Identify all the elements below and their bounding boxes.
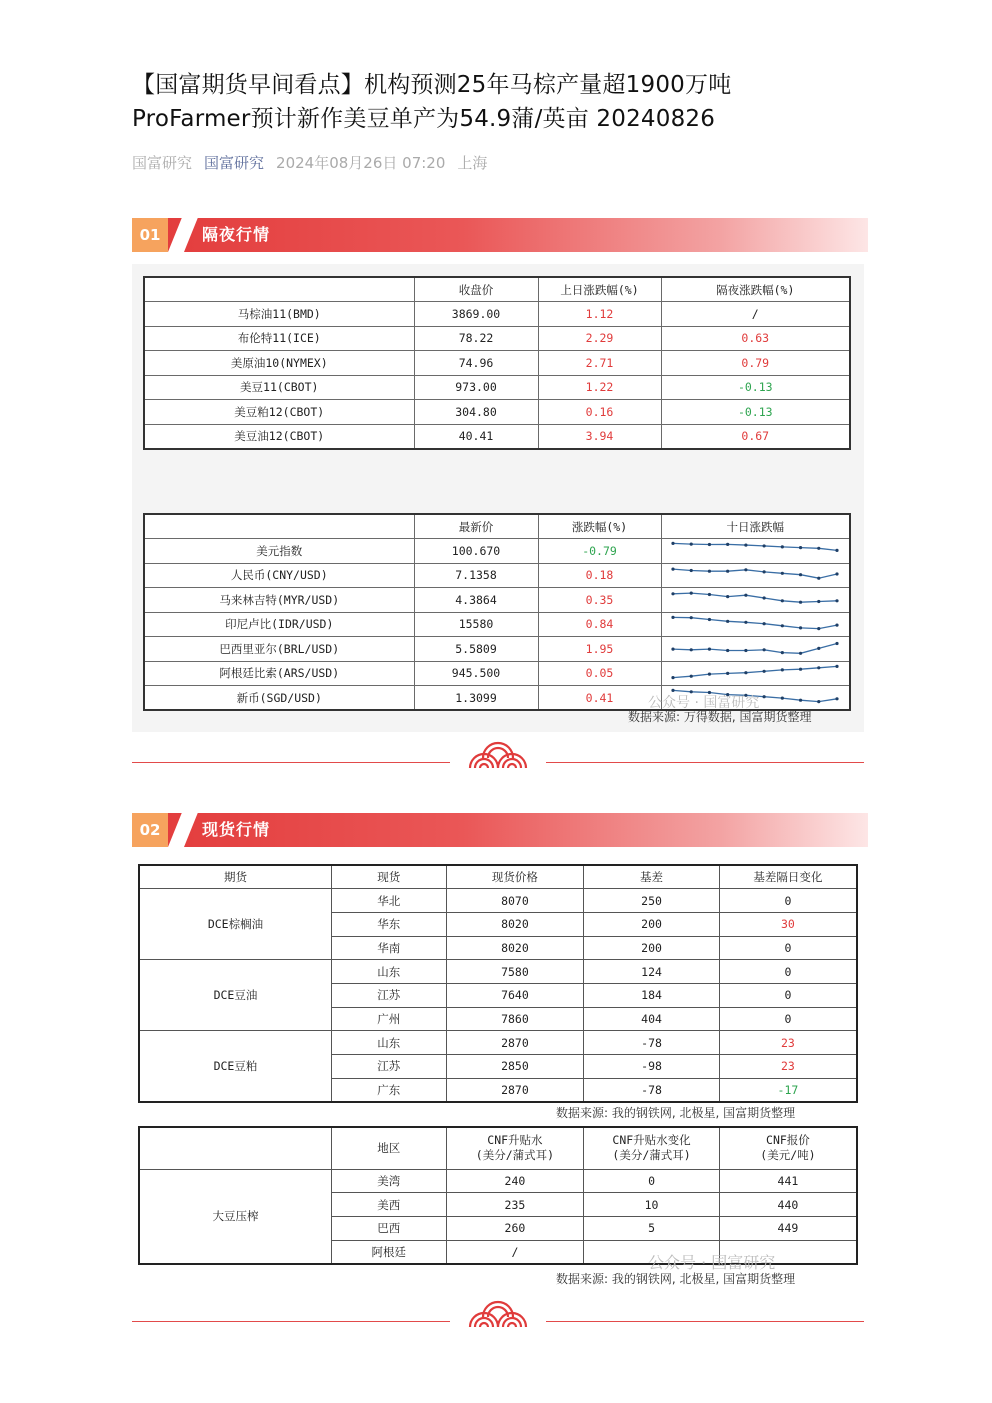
divider-line	[546, 1321, 864, 1322]
cnf-quote: 441	[719, 1169, 857, 1193]
table-row	[139, 889, 857, 913]
basis-change: 0	[719, 960, 857, 984]
latest-price: 7.1358	[414, 563, 538, 588]
latest-price: 15580	[414, 612, 538, 637]
table-row	[139, 1169, 857, 1193]
sparkline-point	[817, 547, 820, 550]
header-cell: CNF报价 (美元/吨)	[719, 1127, 857, 1169]
sparkline-point	[726, 619, 729, 622]
change-pct: 0.84	[538, 612, 661, 637]
header-cell	[139, 1127, 331, 1169]
header-cell: 期货	[139, 865, 331, 889]
header-cell: 现货价格	[446, 865, 584, 889]
spot-region: 江苏	[331, 983, 446, 1007]
table-row	[144, 637, 850, 662]
section-2-slant	[168, 813, 198, 847]
sparkline-point	[836, 623, 839, 626]
change-pct: 0.05	[538, 661, 661, 686]
change-pct: 0.18	[538, 563, 661, 588]
sparkline-point	[781, 546, 784, 549]
sparkline-point	[799, 626, 802, 629]
currency-name: 人民币(CNY/USD)	[144, 563, 414, 588]
sparkline-point	[690, 543, 693, 546]
overnight-change: -0.13	[661, 400, 850, 425]
sparkline-cell	[661, 539, 850, 564]
spot-price: 7640	[446, 983, 584, 1007]
cnf-quote: 440	[719, 1193, 857, 1217]
basis-value: 200	[584, 936, 720, 960]
day-change: 0.16	[538, 400, 661, 425]
basis-change: 23	[719, 1031, 857, 1055]
futures-name: DCE豆粕	[139, 1031, 331, 1102]
table-row	[144, 400, 850, 425]
sparkline-point	[708, 672, 711, 675]
basis-value: -78	[584, 1078, 720, 1102]
spot-price: 2870	[446, 1031, 584, 1055]
section-1-title: 隔夜行情	[202, 225, 271, 244]
spot-region: 山东	[331, 960, 446, 984]
currency-name: 美元指数	[144, 539, 414, 564]
section-2-header	[132, 813, 868, 847]
basis-value: -78	[584, 1031, 720, 1055]
sparkline-chart	[665, 637, 845, 657]
cnf-quote: 449	[719, 1216, 857, 1240]
sparkline-cell	[661, 588, 850, 613]
header-cell: CNF升贴水 (美分/蒲式耳)	[446, 1127, 584, 1169]
sparkline-point	[745, 620, 748, 623]
sparkline-point	[763, 622, 766, 625]
sparkline-line	[673, 544, 837, 551]
latest-price: 945.500	[414, 661, 538, 686]
sparkline-point	[745, 544, 748, 547]
header-cell: 十日涨跌幅	[661, 514, 850, 539]
cnf-region: 美湾	[331, 1169, 446, 1193]
publish-datetime: 2024年08月26日 07:20	[276, 154, 446, 172]
sparkline-point	[672, 676, 675, 679]
sparkline-point	[781, 599, 784, 602]
sparkline-cell	[661, 612, 850, 637]
sparkline-cell	[661, 563, 850, 588]
sparkline-chart	[665, 662, 845, 682]
sparkline-point	[817, 627, 820, 630]
day-change: 3.94	[538, 424, 661, 449]
cnf-premium: /	[446, 1240, 584, 1264]
sparkline-point	[690, 648, 693, 651]
sparkline-point	[726, 649, 729, 652]
sparkline-point	[763, 545, 766, 548]
sparkline-point	[708, 569, 711, 572]
latest-price: 1.3099	[414, 686, 538, 711]
sparkline-point	[690, 592, 693, 595]
sparkline-cell	[661, 661, 850, 686]
cnf-region: 阿根廷	[331, 1240, 446, 1264]
header-cell: 现货	[331, 865, 446, 889]
instrument-name: 美豆粕12(CBOT)	[144, 400, 414, 425]
source-note-3: 数据来源: 我的钢铁网, 北极星, 国富期货整理	[556, 1272, 796, 1286]
sparkline-point	[799, 667, 802, 670]
futures-name: DCE豆油	[139, 960, 331, 1031]
divider-line	[546, 762, 864, 763]
overnight-change: 0.79	[661, 351, 850, 376]
table-row	[144, 563, 850, 588]
header-cell: 涨跌幅(%)	[538, 514, 661, 539]
sparkline-chart	[665, 539, 845, 559]
spot-region: 华北	[331, 889, 446, 913]
section-2-title: 现货行情	[202, 820, 271, 839]
article-title-line1: 【国富期货早间看点】机构预测25年马棕产量超1900万吨	[132, 72, 732, 98]
author-name[interactable]: 国富研究	[132, 154, 193, 172]
sparkline-point	[708, 593, 711, 596]
section-1-header	[132, 218, 868, 252]
sparkline-point	[781, 651, 784, 654]
table-row	[144, 612, 850, 637]
change-pct: 1.95	[538, 637, 661, 662]
sparkline-point	[817, 666, 820, 669]
sparkline-point	[726, 595, 729, 598]
basis-value: 200	[584, 912, 720, 936]
cnf-change: 5	[584, 1216, 720, 1240]
sparkline-cell	[661, 637, 850, 662]
cnf-region: 巴西	[331, 1216, 446, 1240]
spot-price: 8020	[446, 936, 584, 960]
close-price: 40.41	[414, 424, 538, 449]
currency-name: 阿根廷比索(ARS/USD)	[144, 661, 414, 686]
fx-table	[143, 513, 851, 711]
currency-name: 马来林吉特(MYR/USD)	[144, 588, 414, 613]
currency-name: 新币(SGD/USD)	[144, 686, 414, 711]
sparkline-point	[708, 648, 711, 651]
close-price: 74.96	[414, 351, 538, 376]
section-1-slant	[168, 218, 198, 252]
sparkline-point	[726, 543, 729, 546]
header-cell: 最新价	[414, 514, 538, 539]
sparkline-point	[836, 642, 839, 645]
basis-change: 23	[719, 1055, 857, 1079]
section-2-number: 02	[132, 813, 168, 847]
basis-value: -98	[584, 1055, 720, 1079]
sparkline-point	[781, 624, 784, 627]
basis-change: 0	[719, 889, 857, 913]
sparkline-chart	[665, 588, 845, 608]
sparkline-point	[726, 672, 729, 675]
cnf-premium: 260	[446, 1216, 584, 1240]
futures-name: DCE棕榈油	[139, 889, 331, 960]
sparkline-point	[745, 568, 748, 571]
overnight-table	[143, 276, 851, 450]
header-cell: CNF升贴水变化 (美分/蒲式耳)	[584, 1127, 720, 1169]
header-cell: 隔夜涨跌幅(%)	[661, 277, 850, 302]
source-note-1: 数据来源: 万得数据, 国富期货整理	[628, 710, 812, 724]
sparkline-point	[708, 618, 711, 621]
header-cell	[144, 514, 414, 539]
table-row	[144, 661, 850, 686]
spot-price: 7580	[446, 960, 584, 984]
table-row	[144, 375, 850, 400]
spot-region: 华东	[331, 912, 446, 936]
instrument-name: 布伦特11(ICE)	[144, 326, 414, 351]
sparkline-point	[763, 597, 766, 600]
overnight-change: /	[661, 302, 850, 327]
latest-price: 4.3864	[414, 588, 538, 613]
spot-price: 8020	[446, 912, 584, 936]
sparkline-point	[836, 549, 839, 552]
sparkline-point	[836, 599, 839, 602]
sparkline-point	[745, 671, 748, 674]
change-pct: -0.79	[538, 539, 661, 564]
instrument-name: 美原油10(NYMEX)	[144, 351, 414, 376]
spot-price: 8070	[446, 889, 584, 913]
sparkline-chart	[665, 613, 845, 633]
instrument-name: 美豆油12(CBOT)	[144, 424, 414, 449]
sparkline-point	[817, 576, 820, 579]
header-cell: 地区	[331, 1127, 446, 1169]
article-meta	[132, 152, 487, 173]
close-price: 3869.00	[414, 302, 538, 327]
sparkline-point	[817, 700, 820, 703]
sparkline-point	[690, 616, 693, 619]
change-pct: 0.35	[538, 588, 661, 613]
overnight-table-header	[144, 277, 850, 302]
sparkline-chart	[665, 564, 845, 584]
basis-value: 124	[584, 960, 720, 984]
close-price: 973.00	[414, 375, 538, 400]
header-cell: 基差	[584, 865, 720, 889]
article-title	[132, 68, 872, 136]
basis-change: 0	[719, 983, 857, 1007]
sparkline-point	[763, 570, 766, 573]
close-price: 78.22	[414, 326, 538, 351]
basis-change: -17	[719, 1078, 857, 1102]
spot-price: 2870	[446, 1078, 584, 1102]
spot-table	[138, 864, 858, 1103]
table-row	[139, 960, 857, 984]
table-row	[144, 539, 850, 564]
sparkline-point	[708, 543, 711, 546]
overnight-change: 0.63	[661, 326, 850, 351]
sparkline-point	[672, 616, 675, 619]
sparkline-point	[745, 594, 748, 597]
cloud-ornament-icon	[466, 1299, 530, 1329]
cnf-table	[138, 1126, 858, 1265]
cnf-change: 0	[584, 1169, 720, 1193]
table-row	[144, 302, 850, 327]
divider-line	[132, 1321, 450, 1322]
sparkline-point	[726, 569, 729, 572]
overnight-change: -0.13	[661, 375, 850, 400]
watermark-2: 公众号 · 国富研究	[648, 1253, 776, 1272]
fx-table-header	[144, 514, 850, 539]
sparkline-point	[836, 572, 839, 575]
spot-table-header	[139, 865, 857, 889]
spot-region: 广州	[331, 1007, 446, 1031]
cnf-premium: 235	[446, 1193, 584, 1217]
cloud-ornament-icon	[466, 740, 530, 770]
sparkline-point	[672, 567, 675, 570]
table-row	[144, 351, 850, 376]
sparkline-line	[673, 666, 837, 677]
cnf-change: 10	[584, 1193, 720, 1217]
sparkline-point	[763, 669, 766, 672]
sparkline-point	[672, 648, 675, 651]
spot-region: 江苏	[331, 1055, 446, 1079]
basis-change: 30	[719, 912, 857, 936]
sparkline-line	[673, 593, 837, 602]
sparkline-point	[690, 569, 693, 572]
sparkline-point	[672, 592, 675, 595]
table-row	[144, 588, 850, 613]
source-note-2: 数据来源: 我的钢铁网, 北极星, 国富期货整理	[556, 1106, 796, 1120]
sparkline-point	[763, 695, 766, 698]
day-change: 1.12	[538, 302, 661, 327]
cnf-premium: 240	[446, 1169, 584, 1193]
day-change: 2.71	[538, 351, 661, 376]
sparkline-point	[763, 648, 766, 651]
sparkline-line	[673, 644, 837, 654]
table-row	[144, 326, 850, 351]
day-change: 1.22	[538, 375, 661, 400]
publish-location: 上海	[457, 154, 488, 172]
group-name: 大豆压榨	[139, 1169, 331, 1264]
sparkline-point	[817, 600, 820, 603]
latest-price: 5.5809	[414, 637, 538, 662]
sparkline-point	[781, 571, 784, 574]
spot-price: 2850	[446, 1055, 584, 1079]
section-1-number: 01	[132, 218, 168, 252]
table-row	[144, 424, 850, 449]
basis-change: 0	[719, 1007, 857, 1031]
day-change: 2.29	[538, 326, 661, 351]
account-link[interactable]: 国富研究	[204, 154, 265, 172]
cnf-table-header	[139, 1127, 857, 1169]
instrument-name: 马棕油11(BMD)	[144, 302, 414, 327]
sparkline-point	[690, 674, 693, 677]
sparkline-point	[836, 665, 839, 668]
spot-region: 山东	[331, 1031, 446, 1055]
latest-price: 100.670	[414, 539, 538, 564]
header-cell	[144, 277, 414, 302]
currency-name: 印尼卢比(IDR/USD)	[144, 612, 414, 637]
cnf-region: 美西	[331, 1193, 446, 1217]
change-pct: 0.41	[538, 686, 661, 711]
sparkline-point	[799, 601, 802, 604]
currency-name: 巴西里亚尔(BRL/USD)	[144, 637, 414, 662]
sparkline-point	[799, 546, 802, 549]
basis-value: 184	[584, 983, 720, 1007]
basis-change: 0	[719, 936, 857, 960]
sparkline-point	[745, 649, 748, 652]
sparkline-line	[673, 569, 837, 578]
sparkline-point	[799, 699, 802, 702]
spot-region: 广东	[331, 1078, 446, 1102]
basis-value: 404	[584, 1007, 720, 1031]
article-title-line2: ProFarmer预计新作美豆单产为54.9蒲/英亩 20240826	[132, 106, 716, 132]
spot-price: 7860	[446, 1007, 584, 1031]
header-cell: 收盘价	[414, 277, 538, 302]
spot-region: 华南	[331, 936, 446, 960]
sparkline-point	[672, 542, 675, 545]
sparkline-point	[781, 697, 784, 700]
instrument-name: 美豆11(CBOT)	[144, 375, 414, 400]
sparkline-point	[817, 647, 820, 650]
header-cell: 基差隔日变化	[719, 865, 857, 889]
close-price: 304.80	[414, 400, 538, 425]
watermark-1: 公众号 · 国富研究	[648, 695, 760, 711]
sparkline-point	[799, 573, 802, 576]
table-row	[139, 1031, 857, 1055]
basis-value: 250	[584, 889, 720, 913]
sparkline-point	[781, 668, 784, 671]
sparkline-line	[673, 617, 837, 628]
sparkline-point	[799, 652, 802, 655]
sparkline-point	[836, 697, 839, 700]
divider-line	[132, 762, 450, 763]
overnight-change: 0.67	[661, 424, 850, 449]
header-cell: 上日涨跌幅(%)	[538, 277, 661, 302]
